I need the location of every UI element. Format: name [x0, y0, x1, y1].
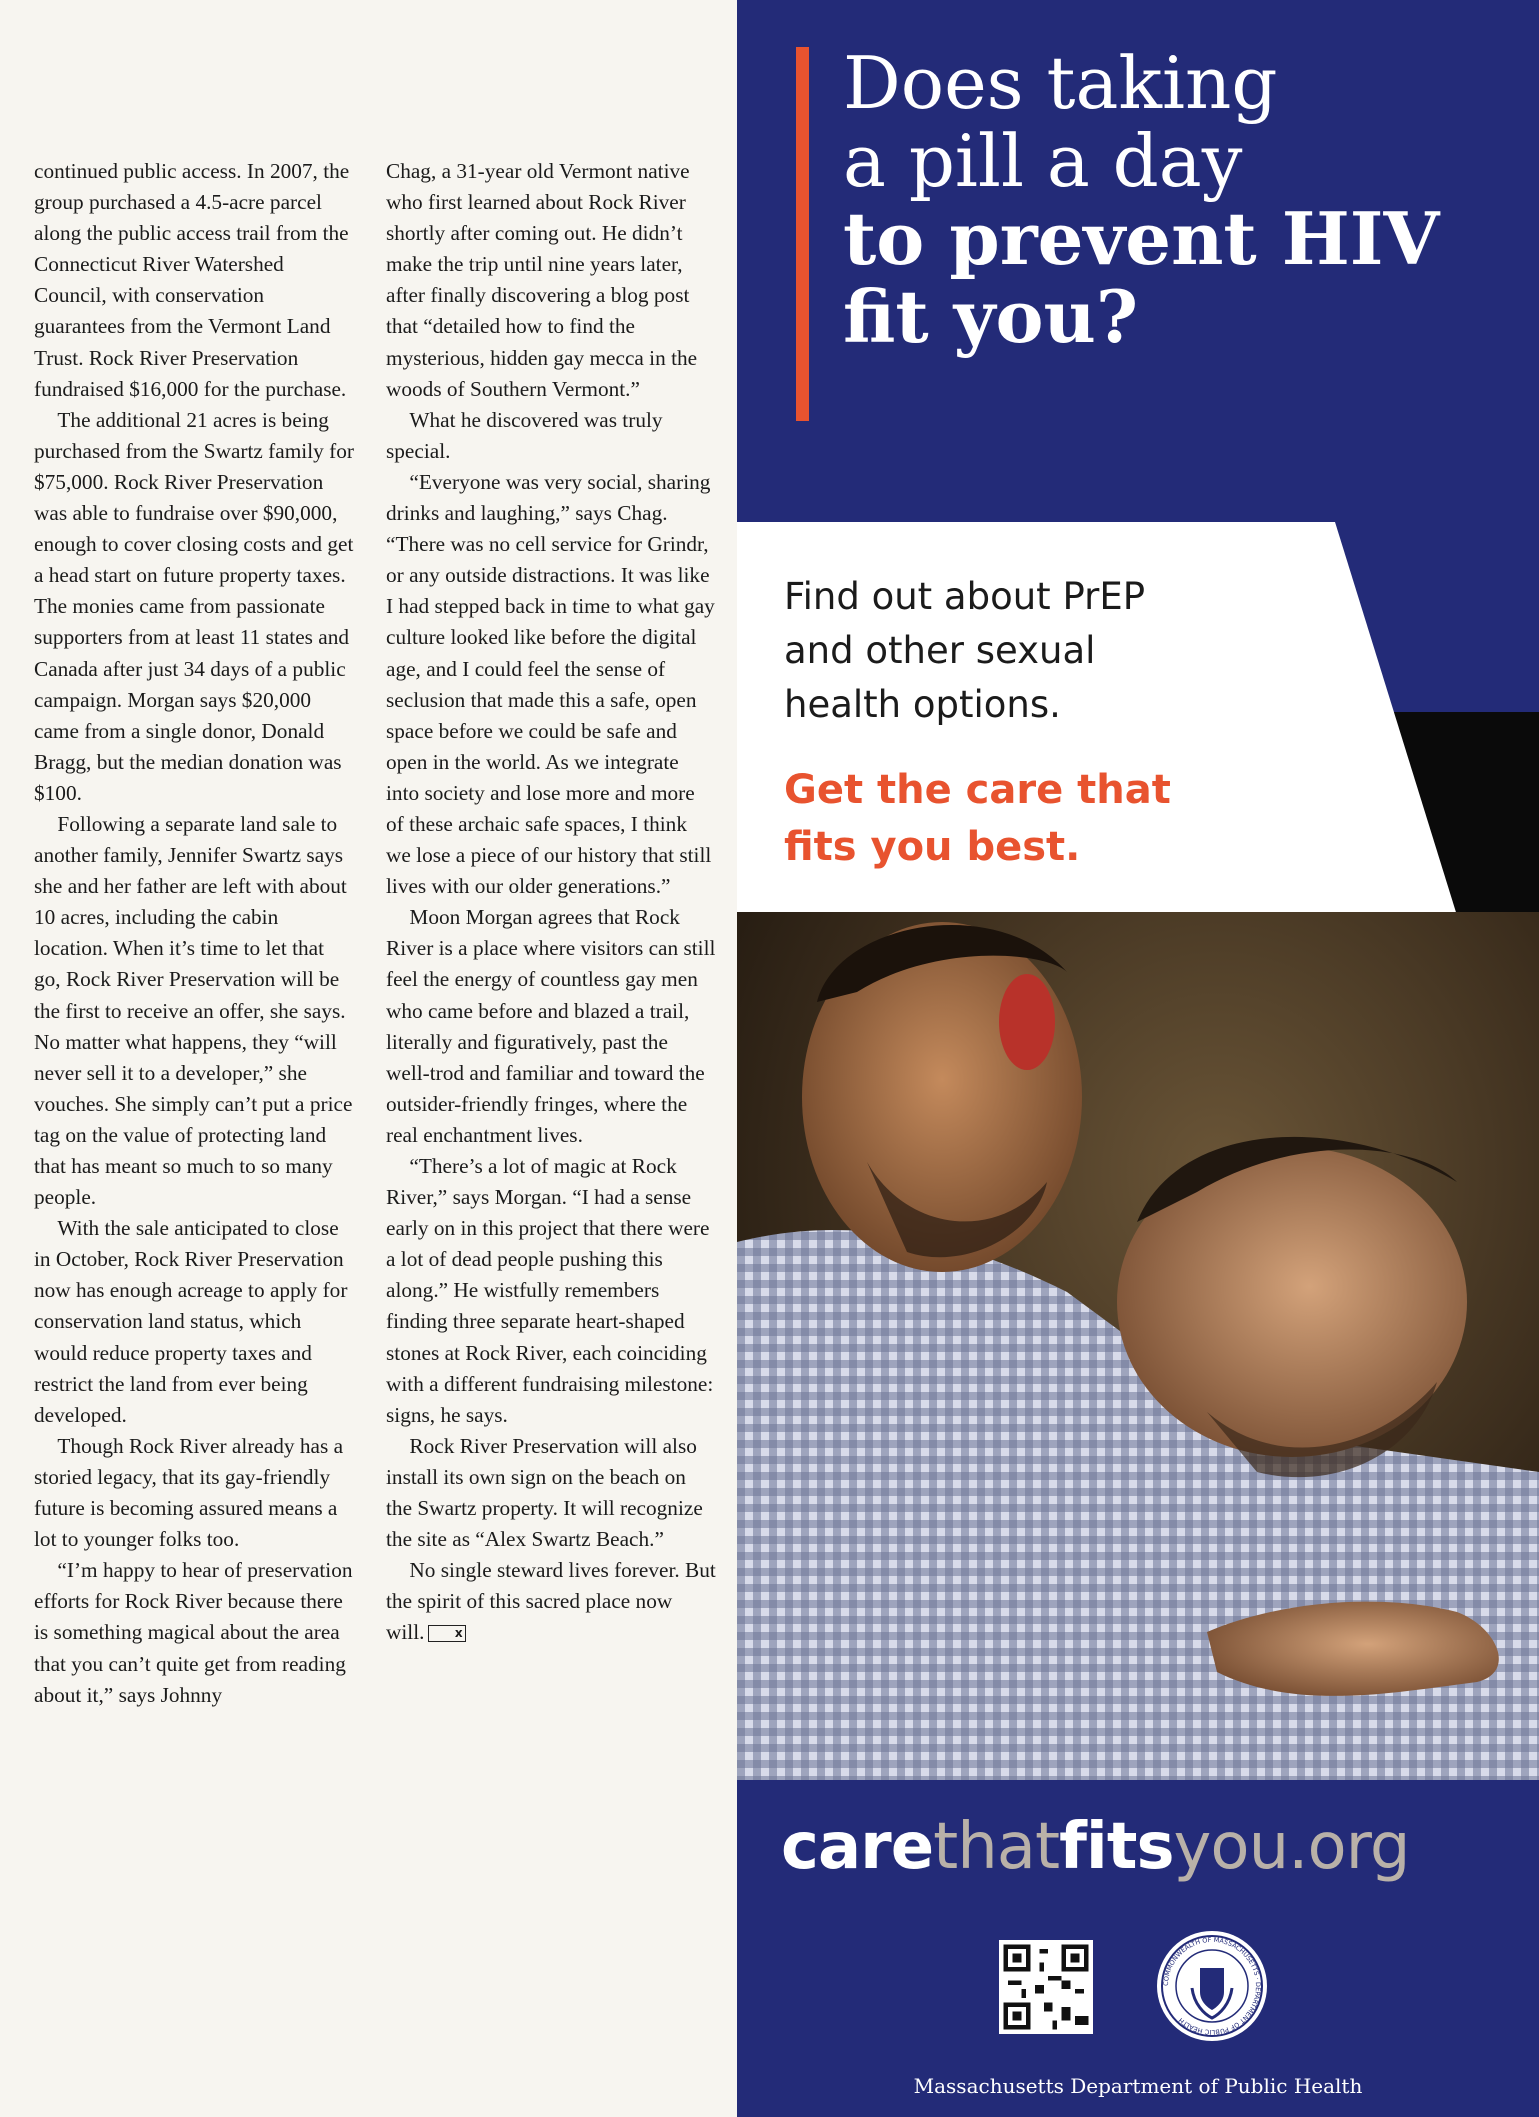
paragraph-text: Chag, a 31-year old Vermont native who first learned about Rock River shortly after coming out. He didn’t make the trip until nine years later, after finally discovering a blog post that “detailed how to find the mysterious, hidden gay mecca in the woods of Southern Vermont.”	[386, 159, 698, 401]
subhead-line: Find out about PrEP	[784, 575, 1146, 618]
ad-sponsor-footer: Massachusetts Department of Public Health	[913, 2074, 1363, 2098]
couple-photo	[737, 912, 1539, 1780]
end-mark: x	[428, 1625, 465, 1642]
cta-line: fits you best.	[784, 824, 1081, 870]
article-paragraph	[386, 902, 716, 1151]
paragraph-text: The additional 21 acres is being purchased from the Swartz family for $75,000. Rock River Preservation was able to fundraise over $90,000, enough to cover closing costs and get a head start on future property taxes. The monies came from passionate supporters from at least 11 states and Canada after just 34 days of a public campaign. Morgan says $20,000 came from a single donor, Donald Bragg, but the median donation was $100.	[34, 407, 354, 805]
qr-code-icon	[999, 1940, 1093, 2034]
cta-line: Get the care that	[784, 767, 1171, 813]
url-part: you.org	[1173, 1810, 1410, 1884]
url-part: care	[781, 1810, 934, 1884]
article-paragraph	[34, 1431, 354, 1555]
paragraph-text: “Everyone was very social, sharing drinks and laughing,” says Chag. “There was no cell service for Grindr, or any outside distractions. It was like I had stepped back in time to what gay culture looked like before the digital age, and I could feel the sense of seclusion that made this a safe, open space before we could be safe and open in the world. As we integrate into society and lose more and more of these archaic safe spaces, I think we lose a piece of our history that still lives with our older generations.”	[386, 469, 715, 899]
article-paragraph	[386, 1555, 716, 1648]
paragraph-text: Rock River Preservation will also install its own sign on the beach on the Swartz property. It will recognize the site as “Alex Swartz Beach.”	[386, 1433, 703, 1552]
paragraph-text: Though Rock River already has a storied legacy, that its gay-friendly future is becoming assured means a lot to younger folks too.	[34, 1433, 344, 1552]
subhead-line: health options.	[784, 683, 1061, 726]
headline-line: fit you?	[843, 274, 1139, 359]
headline-line: to prevent HIV	[843, 196, 1440, 281]
ad-call-to-action	[784, 762, 1384, 876]
article-column-1	[34, 156, 354, 1711]
paragraph-text: Moon Morgan agrees that Rock River is a place where visitors can still feel the energy of countless gay men who came before and blazed a trail, literally and figuratively, past the well-trod and familiar and toward the outsider-friendly fringes, where the real enchantment lives.	[386, 905, 716, 1147]
paragraph-text: “I’m happy to hear of preservation efforts for Rock River because there is something magical about the area that you can’t quite get from reading about it,” says Johnny	[34, 1558, 353, 1707]
article-paragraph	[34, 156, 354, 405]
article-paragraph	[34, 1555, 354, 1710]
prep-advertisement	[737, 0, 1539, 2117]
url-part: fits	[1059, 1810, 1174, 1884]
seal-ring-text: COMMONWEALTH OF MASSACHUSETTS · DEPARTMENT OF PUBLIC HEALTH	[1161, 1935, 1263, 2037]
paragraph-text: No single steward lives forever. But the spirit of this sacred place now will.	[386, 1558, 716, 1645]
state-seal-icon	[1154, 1928, 1270, 2044]
article-paragraph	[34, 405, 354, 809]
url-part: that	[933, 1810, 1060, 1884]
paragraph-text: Following a separate land sale to another family, Jennifer Swartz says she and her father are left with about 10 acres, including the cabin location. When it’s time to let that go, Rock River Preservation will be the first to receive an offer, she says. No matter what happens, they “will never sell it to a developer,” she vouches. She simply can’t put a price tag on the value of protecting land that has meant so much to so many people.	[34, 811, 353, 1210]
article-paragraph	[386, 1151, 716, 1431]
headline-line: a pill a day	[843, 119, 1243, 203]
article-paragraph	[386, 1431, 716, 1555]
accent-bar	[796, 47, 809, 421]
paragraph-text: What he discovered was truly special.	[386, 407, 663, 463]
article-column-2	[386, 156, 716, 1649]
article-paragraph	[386, 405, 716, 467]
ad-subhead	[784, 570, 1384, 732]
article-paragraph	[34, 1213, 354, 1431]
article-paragraph	[386, 156, 716, 405]
subhead-line: and other sexual	[784, 629, 1096, 672]
article-paragraph	[386, 467, 716, 902]
paragraph-text: “There’s a lot of magic at Rock River,” says Morgan. “I had a sense early on in this project that there were a lot of dead people pushing this along.” He wistfully remembers finding three separate heart-shaped stones at Rock River, each coinciding with a different fundraising milestone: signs, he says.	[386, 1154, 714, 1427]
paragraph-text: With the sale anticipated to close in October, Rock River Preservation now has enough acreage to apply for conservation land status, which would reduce property taxes and restrict the land from ever being developed.	[34, 1216, 348, 1427]
paragraph-text: continued public access. In 2007, the group purchased a 4.5-acre parcel along the public access trail from the Connecticut River Watershed Council, with conservation guarantees from the Vermont Land Trust. Rock River Preservation fundraised $16,000 for the purchase.	[34, 159, 350, 401]
headline-line: Does taking	[843, 41, 1278, 125]
ad-headline	[843, 41, 1523, 359]
ad-website-url	[781, 1810, 1409, 1884]
article-paragraph	[34, 809, 354, 1213]
